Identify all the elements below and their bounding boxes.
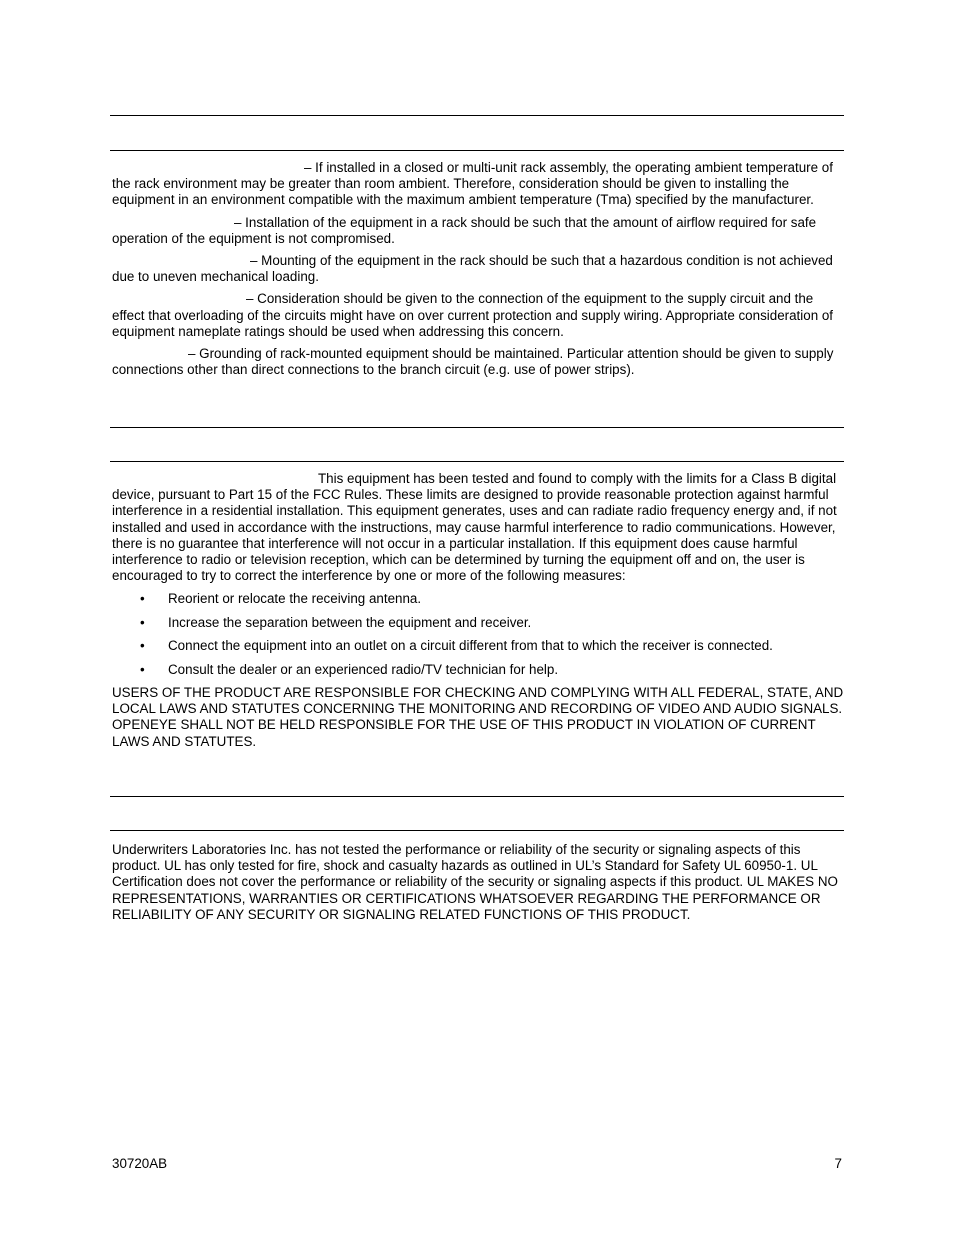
rack-paragraph-circuit	[112, 291, 844, 340]
list-item-text: Consult the dealer or an experienced radio/TV technician for help.	[168, 661, 559, 677]
rack-paragraph-ambient-text: – If installed in a closed or multi-unit rack assembly, the operating ambient temperature of the rack environment may be greater than room ambient. Therefore, consideration should be given to installing the equipment in an environment compatible with the maximum ambient temperature (Tma) specified by the manufacturer.	[112, 160, 833, 208]
list-item-text: Connect the equipment into an outlet on a circuit different from that to which the receiver is connected.	[168, 638, 773, 654]
ul-section	[112, 842, 844, 923]
rack-paragraph-ambient	[112, 160, 844, 209]
footer-page-number: 7	[834, 1156, 842, 1171]
rack-paragraph-grounding	[112, 346, 844, 378]
rack-paragraph-mechanical	[112, 253, 844, 285]
rack-mount-section	[112, 160, 844, 378]
ul-paragraph: Underwriters Laboratories Inc. has not tested the performance or reliability of the security or signaling aspects of this product. UL has only tested for fire, shock and casualty hazards as outlined in UL’s Standard for Safety UL 60950-1. UL Certification does not cover the performance or reliability of the security or signaling aspects if this product. UL MAKES NO REPRESENTATIONS, WARRANTIES OR CERTIFICATIONS WHATSOEVER REGARDING THE PERFORMANCE OR RELIABILITY OF ANY SECURITY OR SIGNALING RELATED FUNCTIONS OF THIS PRODUCT.	[112, 842, 838, 922]
fcc-section	[112, 471, 844, 750]
section-rule-bottom-3	[110, 830, 844, 831]
section-rule-bottom-2	[110, 461, 844, 462]
section-rule-bottom-1	[110, 150, 844, 151]
section-rule-top-3	[110, 796, 844, 797]
fcc-measures-list	[112, 591, 844, 685]
fcc-intro-paragraph	[112, 471, 844, 584]
legal-notice-paragraph: USERS OF THE PRODUCT ARE RESPONSIBLE FOR CHECKING AND COMPLYING WITH ALL FEDERAL, STATE, AND LOCAL LAWS AND STATUTES CONCERNING THE MONITORING AND RECORDING OF VIDEO AND AUDIO SIGNALS. OPENEYE SHALL NOT BE HELD RESPONSIBLE FOR THE USE OF THIS PRODUCT IN VIOLATION OF CURRENT LAWS AND STATUTES.	[112, 684, 844, 749]
footer-doc-number: 30720AB	[112, 1156, 168, 1171]
fcc-intro-text: This equipment has been tested and found to comply with the limits for a Class B digital device, pursuant to Part 15 of the FCC Rules. These limits are designed to provide reasonable protection against harmful interference in a residential installation. This equipment generates, uses and can radiate radio frequency energy and, if not installed and used in accordance with the instructions, may cause harmful interference to radio communications. However, there is no guarantee that interference will not occur in a particular installation. If this equipment does cause harmful interference to radio or television reception, which can be determined by turning the equipment off and on, the user is encouraged to try to correct the interference by one or more of the following measures:	[112, 471, 837, 584]
list-item	[112, 662, 844, 685]
rack-paragraph-grounding-text: – Grounding of rack-mounted equipment should be maintained. Particular attention should be given to supply connections other than direct connections to the branch circuit (e.g. use of power strips).	[112, 346, 834, 378]
section-rule-top-2	[110, 427, 844, 428]
list-item	[112, 615, 844, 638]
rack-paragraph-airflow-text: – Installation of the equipment in a rack should be such that the amount of airflow required for safe operation of the equipment is not compromised.	[112, 214, 817, 246]
rack-paragraph-airflow	[112, 215, 844, 247]
bullet-icon: •	[140, 638, 145, 654]
list-item-text: Increase the separation between the equipment and receiver.	[168, 614, 532, 630]
list-item	[112, 591, 844, 614]
rack-paragraph-circuit-text: – Consideration should be given to the connection of the equipment to the supply circuit and the effect that overloading of the circuits might have on over current protection and supply wiring. Appropriate consideration of equipment nameplate ratings should be used when addressing this concern.	[112, 291, 834, 339]
section-rule-top-1	[110, 115, 844, 116]
rack-paragraph-mechanical-text: – Mounting of the equipment in the rack should be such that a hazardous condition is not achieved due to uneven mechanical loading.	[112, 253, 833, 285]
bullet-icon: •	[140, 591, 145, 607]
bullet-icon: •	[140, 614, 145, 630]
bullet-icon: •	[140, 661, 145, 677]
list-item-text: Reorient or relocate the receiving antenna.	[168, 591, 422, 607]
list-item	[112, 638, 844, 661]
